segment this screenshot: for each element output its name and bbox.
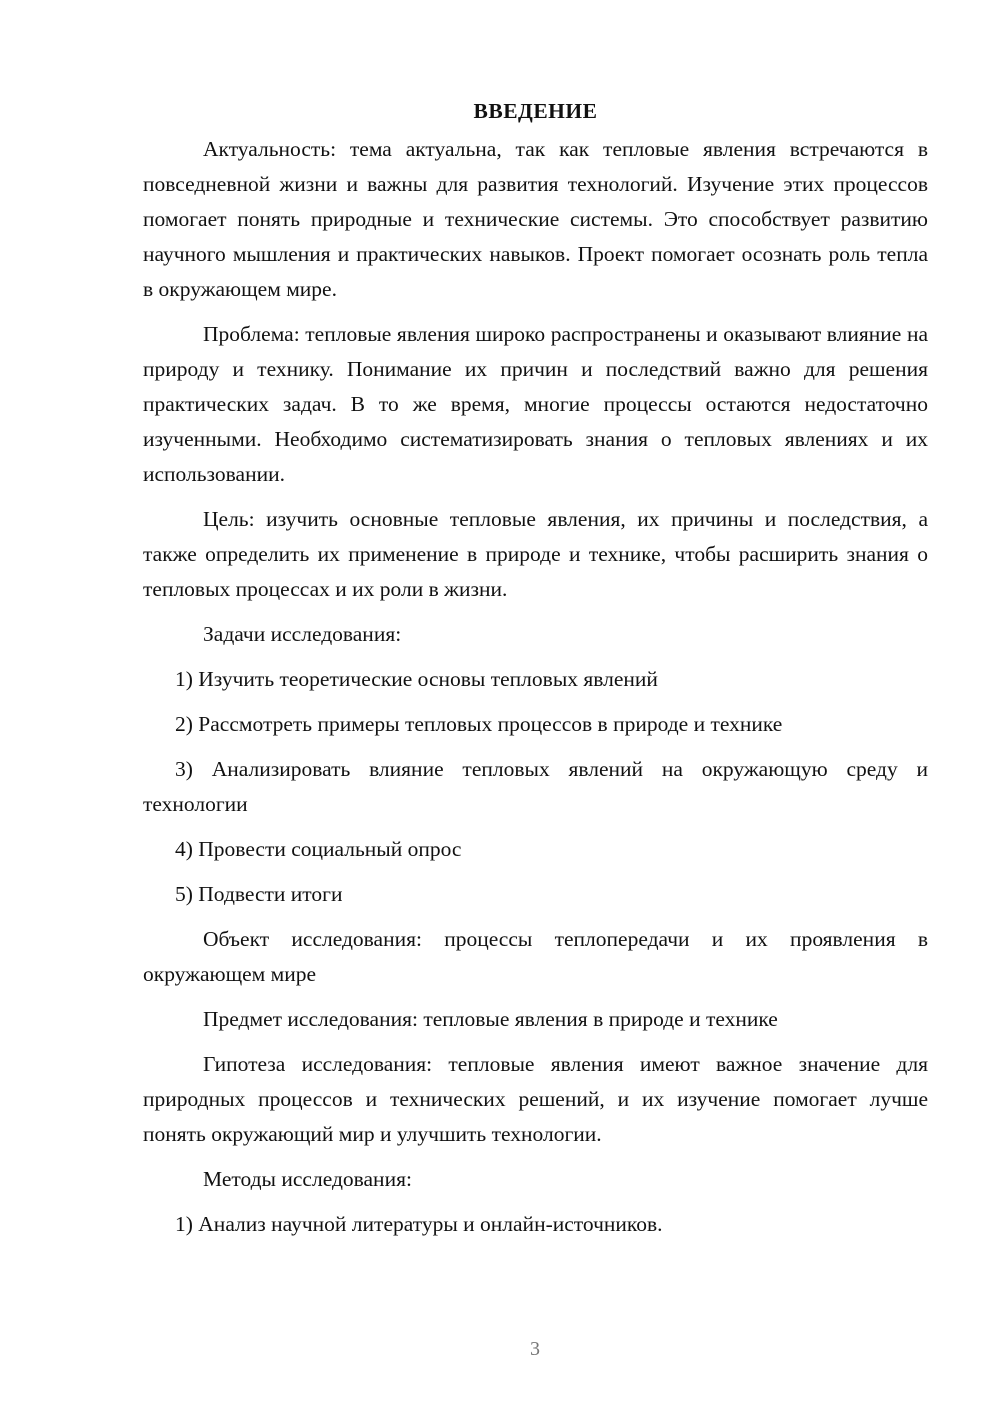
paragraph-object: Объект исследования: процессы теплопередачи и их проявления в окружающем мире — [143, 927, 928, 986]
task-item-5: 5) Подвести итоги — [175, 882, 343, 906]
paragraph-problem: Проблема: тепловые явления широко распространены и оказывают влияние на природу и технику. Понимание их причин и последствий важно для решения практических задач. В то же время, многие процессы остаются недостаточно изученными. Необходимо систематизировать знания о тепловых явлениях и их использовании. — [143, 322, 928, 486]
task-item-2: 2) Рассмотреть примеры тепловых процессов в природе и технике — [175, 712, 783, 736]
task-item-3: 3) Анализировать влияние тепловых явлений на окружающую среду и технологии — [143, 757, 928, 816]
method-item-1: 1) Анализ научной литературы и онлайн-источников. — [175, 1212, 663, 1236]
paragraph-hypothesis: Гипотеза исследования: тепловые явления имеют важное значение для природных процессов и технических решений, и их изучение помогает лучше понять окружающий мир и улучшить технологии. — [143, 1052, 928, 1146]
paragraph-subject: Предмет исследования: тепловые явления в природе и технике — [203, 1007, 778, 1031]
section-heading: ВВЕДЕНИЕ — [473, 99, 598, 123]
paragraph-relevance: Актуальность: тема актуальна, так как тепловые явления встречаются в повседневной жизни и важны для развития технологий. Изучение этих процессов помогает понять природные и технические системы. Это способствует развитию научного мышления и практических навыков. Проект помогает осознать роль тепла в окружающем мире. — [143, 137, 928, 301]
paragraph-tasks-heading: Задачи исследования: — [203, 622, 402, 646]
page-number: 3 — [530, 1338, 540, 1360]
paragraph-goal: Цель: изучить основные тепловые явления, их причины и последствия, а также определить их применение в природе и технике, чтобы расширить знания о тепловых процессах и их роли в жизни. — [143, 507, 928, 601]
task-item-1: 1) Изучить теоретические основы тепловых явлений — [175, 667, 658, 691]
paragraph-methods-heading: Методы исследования: — [203, 1167, 412, 1191]
task-item-4: 4) Провести социальный опрос — [175, 837, 462, 861]
